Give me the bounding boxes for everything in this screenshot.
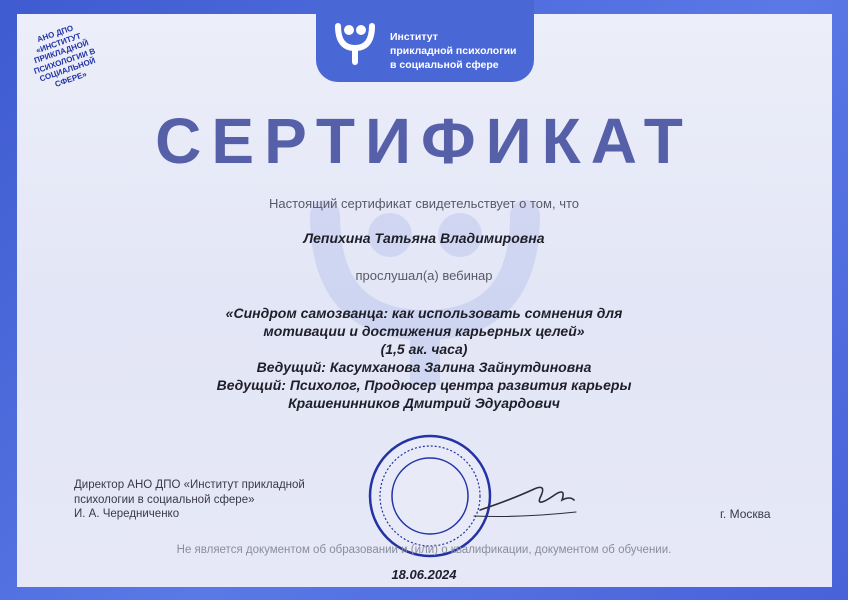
host-1: Ведущий: Касумханова Залина Зайнутдиновна [256,359,592,375]
signer-line-1: Директор АНО ДПО «Институт прикладной [74,479,305,491]
signer-name: И. А. Чередниченко [74,508,180,520]
webinar-title-line-2: мотивации и достижения карьерных целей» [263,323,585,339]
recipient-name: Лепихина Татьяна Владимировна [303,230,545,246]
intro-text: Настоящий сертификат свидетельствует о том, что [268,196,580,211]
signer-block [74,478,305,522]
host-2-name: Крашенинников Дмитрий Эдуардович [288,395,560,411]
certificate-title: СЕРТИФИКАТ [155,105,693,177]
stamp-text: АНО ДПО «ИНСТИТУТ ПРИКЛАДНОЙ ПСИХОЛОГИИ В СОЦИАЛЬНОЙ СФЕРЕ» [32,23,97,89]
webinar-title-line-1: «Синдром самозванца: как использовать сомнения для [225,305,623,321]
disclaimer: Не является документом об образовании и (или) о квалификации, документом об обучении. [176,544,672,556]
signature [470,470,580,525]
city: г. Москва [720,507,771,521]
webinar-hours: (1,5 ак. часа) [380,341,468,357]
logo-header [316,0,534,82]
host-2-role: Ведущий: Психолог, Продюсер центра развития карьеры [216,377,632,393]
action-text: прослушал(а) вебинар [355,268,493,283]
signer-line-2: психологии в социальной сфере» [74,493,255,506]
issue-date: 18.06.2024 [391,567,457,582]
institute-logo-icon [330,16,380,66]
institute-name: Институт прикладной психологии в социальной сфере [390,31,517,71]
